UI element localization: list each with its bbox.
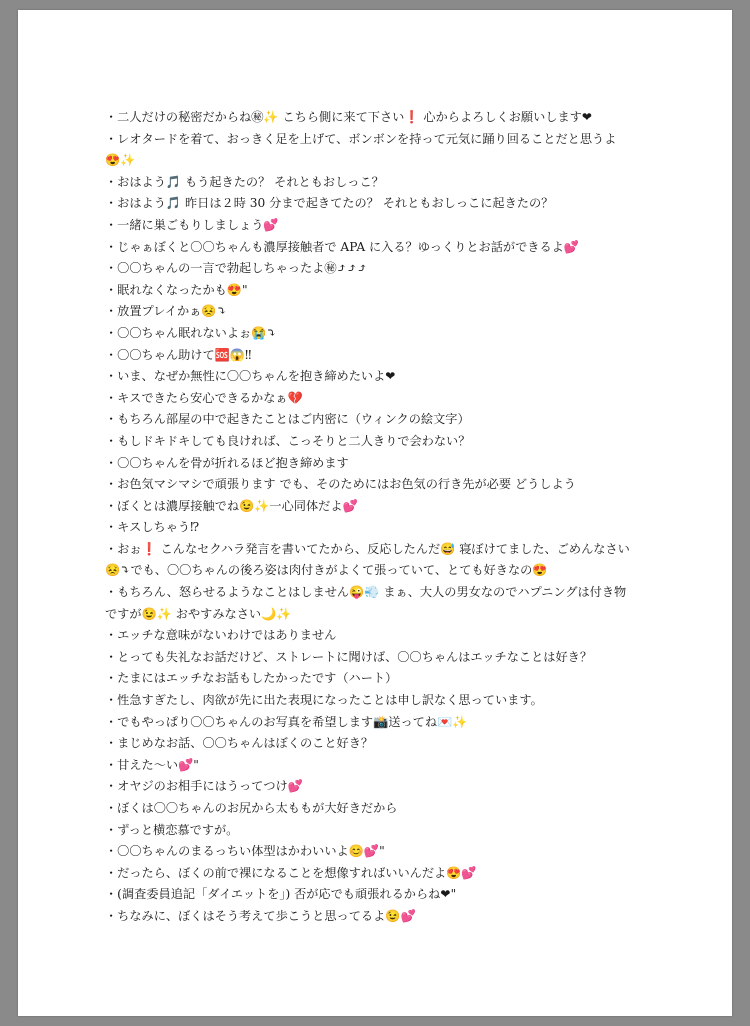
text-line: ・(調査委員追記「ダイエットを」) 否が応でも頑張れるからね❤"	[105, 887, 457, 902]
text-line: 😣⤵でも、〇〇ちゃんの後ろ姿は肉付きがよくて張っていて、とても好きなの😍	[105, 563, 548, 578]
text-line: ・二人だけの秘密だからね㊙✨ こちら側に来て下さい❗ 心からよろしくお願いします❤	[105, 110, 593, 124]
text-line: ・いま、なぜか無性に〇〇ちゃんを抱き締めたいよ❤	[105, 369, 396, 384]
text-line: ・まじめなお話、〇〇ちゃんはぼくのこと好き？	[105, 736, 374, 751]
text-line: ・お色気マシマシで頑張ります でも、そのためにはお色気の行き先が必要 どうしよう	[105, 477, 576, 492]
document-page	[18, 10, 732, 1016]
text-line: ・もちろん部屋の中で起きたことはご内密に（ウィンクの絵文字）	[105, 412, 470, 427]
text-line: ・オヤジのお相手にはうってつけ💕	[105, 779, 303, 794]
text-line: ・じゃぁぼくと〇〇ちゃんも濃厚接触者で APA に入る？ゆっくりとお話ができるよ💕	[105, 239, 580, 254]
text-line: ・ぼくとは濃厚接触でね😉✨一心同体だよ💕	[105, 498, 358, 513]
text-line: ・一緒に巣ごもりしましょう💕	[105, 217, 279, 232]
text-line: ・おはよう🎵 昨日は２時 30 分まで起きてたの？ それともおしっこに起きたの？	[105, 196, 554, 211]
text-line: ・〇〇ちゃん眠れないよぉ😭⤵	[105, 325, 277, 340]
text-line: ・だったら、ぼくの前で裸になることを想像すればいいんだよ😍💕	[105, 865, 477, 880]
text-line: ・おぉ❗ こんなセクハラ発言を書いてたから、反応したんだ😅 寝ぼけてました、ごめんなさい	[105, 541, 630, 556]
text-line: ・キスしちゃう⁉	[105, 520, 200, 535]
text-line: ・おはよう🎵 もう起きたの？ それともおしっこ？	[105, 174, 384, 189]
text-line: ・〇〇ちゃんの一言で勃起しちゃったよ㊙⤴⤴⤴	[105, 261, 368, 276]
text-line: ・もちろん、怒らせるようなことはしません😜💨 まぁ、大人の男女なのでハプニングは付き物	[105, 585, 627, 600]
text-line: ・〇〇ちゃんを骨が折れるほど抱き締めます	[105, 455, 349, 470]
text-line: ・とっても失礼なお話だけど、ストレートに聞けば、〇〇ちゃんはエッチなことは好き？	[105, 649, 593, 664]
text-line: ・でもやっぱり〇〇ちゃんのお写真を希望します📸送ってね💌✨	[105, 714, 468, 729]
text-line: ・ぼくは〇〇ちゃんのお尻から太ももが大好きだから	[105, 801, 398, 815]
text-line: ・性急すぎたし、肉欲が先に出た表現になったことは申し訳なく思っています。	[105, 693, 543, 708]
text-line: 😍✨	[105, 153, 136, 168]
text-line: ・眠れなくなったかも😍"	[105, 282, 248, 297]
text-line: ・もしドキドキしても良ければ、こっそりと二人きりで会わない？	[105, 433, 471, 448]
text-line: ・ちなみに、ぼくはそう考えて歩こうと思ってるよ😉💕	[105, 908, 416, 923]
text-line: ・キスできたら安心できるかなぁ💔	[105, 390, 303, 405]
text-line: ・エッチな意味がないわけではありません	[105, 628, 337, 643]
message-list	[105, 107, 665, 928]
text-line: ・たまにはエッチなお話もしたかったです（ハート）	[105, 671, 398, 686]
text-line: ・レオタードを着て、おっきく足を上げて、ボンボンを持って元気に踊り回ることだと思うよ	[105, 131, 617, 146]
text-line: ・〇〇ちゃん助けて🆘😱‼	[105, 347, 252, 362]
text-line: ・〇〇ちゃんのまるっちい体型はかわいいよ😊💕"	[105, 844, 385, 859]
text-line: ・甘えた〜い💕"	[105, 757, 199, 772]
text-line: ・ずっと横恋慕ですが。	[105, 822, 239, 837]
text-line: ・放置プレイかぁ😣⤵	[105, 304, 227, 319]
text-line: ですが😉✨ おやすみなさい🌙✨	[105, 606, 292, 621]
